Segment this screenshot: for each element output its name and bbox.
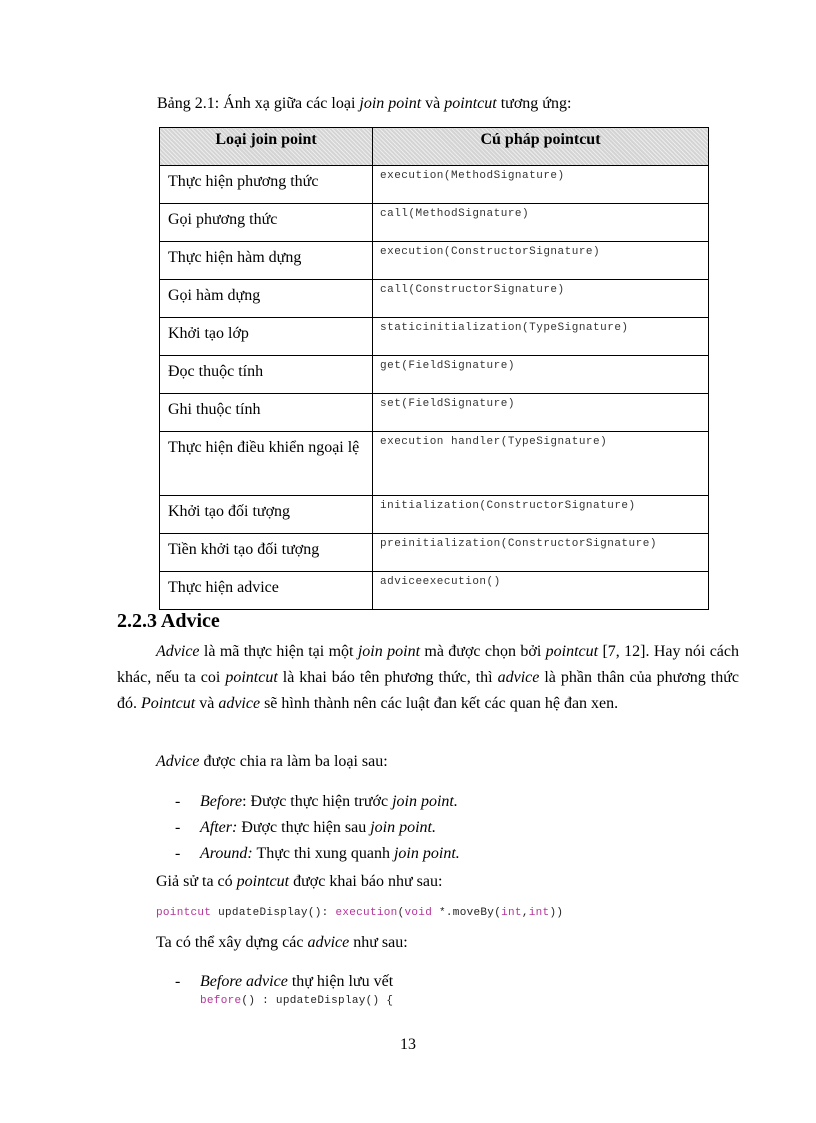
advice-examples-list <box>175 969 393 995</box>
cell-join-point-type: Thực hiện điều khiển ngoại lệ <box>160 432 373 496</box>
code-before-advice <box>200 995 393 1007</box>
paragraph-text: và <box>195 695 219 712</box>
cell-join-point-type: Thực hiện hàm dựng <box>160 242 373 280</box>
section-heading: 2.2.3 Advice <box>117 610 220 632</box>
code-text: () : updateDisplay() { <box>241 995 394 1007</box>
table-row <box>160 318 709 356</box>
list-term: join point. <box>393 845 460 862</box>
term-join-point: join point <box>357 643 421 660</box>
table-row <box>160 432 709 496</box>
advice-types-list <box>175 789 460 867</box>
code-keyword: pointcut <box>156 907 212 919</box>
code-keyword: int <box>528 907 550 919</box>
cell-join-point-type: Khởi tạo lớp <box>160 318 373 356</box>
caption-term-pointcut: pointcut <box>444 95 497 112</box>
list-term: Around: <box>200 845 253 862</box>
paragraph-text: là mã thực hiện tại một <box>199 643 358 660</box>
cell-pointcut-syntax: execution(ConstructorSignature) <box>373 242 709 280</box>
table-row <box>160 572 709 610</box>
caption-text: và <box>421 95 445 112</box>
list-dash: - <box>175 845 181 862</box>
caption-text: Bảng 2.1: Ánh xạ giữa các loại <box>157 95 360 112</box>
table-row <box>160 496 709 534</box>
term-pointcut: pointcut <box>236 873 290 890</box>
cell-join-point-type: Đọc thuộc tính <box>160 356 373 394</box>
term-advice: advice <box>218 695 261 712</box>
page-number: 13 <box>400 1036 416 1053</box>
cell-pointcut-syntax: execution(MethodSignature) <box>373 166 709 204</box>
list-dash: - <box>175 793 181 810</box>
paragraph-text: là khai báo tên phương thức, thì <box>277 669 498 686</box>
list-dash: - <box>175 973 181 990</box>
paragraph-text: Giả sử ta có <box>156 873 237 890</box>
paragraph-text: là phần thân của phương thức đó. <box>117 669 740 712</box>
caption-text: tương ứng: <box>496 95 572 112</box>
column-header-pointcut-syntax: Cú pháp pointcut <box>373 128 709 166</box>
term-advice: advice <box>497 669 540 686</box>
code-pointcut-declaration <box>156 907 563 919</box>
cell-pointcut-syntax: execution handler(TypeSignature) <box>373 432 709 496</box>
list-item <box>175 815 460 841</box>
pointcut-intro <box>156 873 442 891</box>
cell-pointcut-syntax: adviceexecution() <box>373 572 709 610</box>
table-row <box>160 204 709 242</box>
term-advice: Advice <box>156 643 200 660</box>
table-row <box>160 166 709 204</box>
paragraph-text: được chia ra làm ba loại sau: <box>199 753 388 770</box>
code-keyword: void <box>404 907 433 919</box>
term-pointcut: Pointcut <box>141 695 196 712</box>
list-text: thự hiện lưu vết <box>287 973 394 990</box>
list-item <box>175 841 460 867</box>
cell-pointcut-syntax: get(FieldSignature) <box>373 356 709 394</box>
cell-join-point-type: Gọi hàm dựng <box>160 280 373 318</box>
cell-pointcut-syntax: preinitialization(ConstructorSignature) <box>373 534 709 572</box>
cell-pointcut-syntax: call(MethodSignature) <box>373 204 709 242</box>
list-text: Thực thi xung quanh <box>252 845 394 862</box>
list-term: Before <box>200 793 243 810</box>
paragraph-text: được khai báo như sau: <box>289 873 443 890</box>
code-text: )) <box>549 907 564 919</box>
cell-pointcut-syntax: staticinitialization(TypeSignature) <box>373 318 709 356</box>
cell-pointcut-syntax: initialization(ConstructorSignature) <box>373 496 709 534</box>
code-text: ( <box>397 907 405 919</box>
cell-join-point-type: Khởi tạo đối tượng <box>160 496 373 534</box>
paragraph-text: như sau: <box>349 934 408 951</box>
table-header-row <box>160 128 709 166</box>
code-text: , <box>521 907 529 919</box>
list-term: join point. <box>392 793 458 810</box>
list-term: After: <box>200 819 238 836</box>
table-caption <box>157 94 571 114</box>
list-term: join point. <box>370 819 436 836</box>
list-dash: - <box>175 819 181 836</box>
term-pointcut: pointcut <box>545 643 599 660</box>
list-text: Được thực hiện sau <box>237 819 371 836</box>
table-row <box>160 280 709 318</box>
table-row <box>160 242 709 280</box>
column-header-join-point-type: Loại join point <box>160 128 373 166</box>
code-keyword: before <box>200 995 242 1007</box>
caption-term-join-point: join point <box>359 95 422 112</box>
cell-pointcut-syntax: call(ConstructorSignature) <box>373 280 709 318</box>
paragraph-text: mà được chọn bởi <box>420 643 546 660</box>
term-pointcut: pointcut <box>225 669 278 686</box>
cell-join-point-type: Thực hiện advice <box>160 572 373 610</box>
paragraph-text: sẽ hình thành nên các luật đan kết các quan hệ đan xen. <box>260 695 619 712</box>
cell-pointcut-syntax: set(FieldSignature) <box>373 394 709 432</box>
list-item <box>175 969 393 995</box>
code-text: *.moveBy( <box>432 907 502 919</box>
term-advice: Advice <box>156 753 200 770</box>
code-text: updateDisplay(): <box>211 907 336 919</box>
list-item <box>175 789 460 815</box>
term-advice: advice <box>307 934 350 951</box>
code-keyword: execution <box>335 907 398 919</box>
advice-types-intro <box>156 753 388 771</box>
cell-join-point-type: Ghi thuộc tính <box>160 394 373 432</box>
table-row <box>160 394 709 432</box>
code-keyword: int <box>501 907 522 919</box>
join-point-mapping-table <box>159 127 709 610</box>
paragraph-text: [7, 12]. Hay nói cách khác, nếu ta coi <box>117 643 740 686</box>
table-row <box>160 534 709 572</box>
paragraph-text: Ta có thể xây dựng các <box>156 934 308 951</box>
cell-join-point-type: Gọi phương thức <box>160 204 373 242</box>
cell-join-point-type: Tiền khởi tạo đối tượng <box>160 534 373 572</box>
table-row <box>160 356 709 394</box>
cell-join-point-type: Thực hiện phương thức <box>160 166 373 204</box>
list-term: Before advice <box>200 973 288 990</box>
advice-build-intro <box>156 934 408 952</box>
list-text: : Được thực hiện trước <box>242 793 393 810</box>
advice-definition-paragraph <box>117 639 739 717</box>
